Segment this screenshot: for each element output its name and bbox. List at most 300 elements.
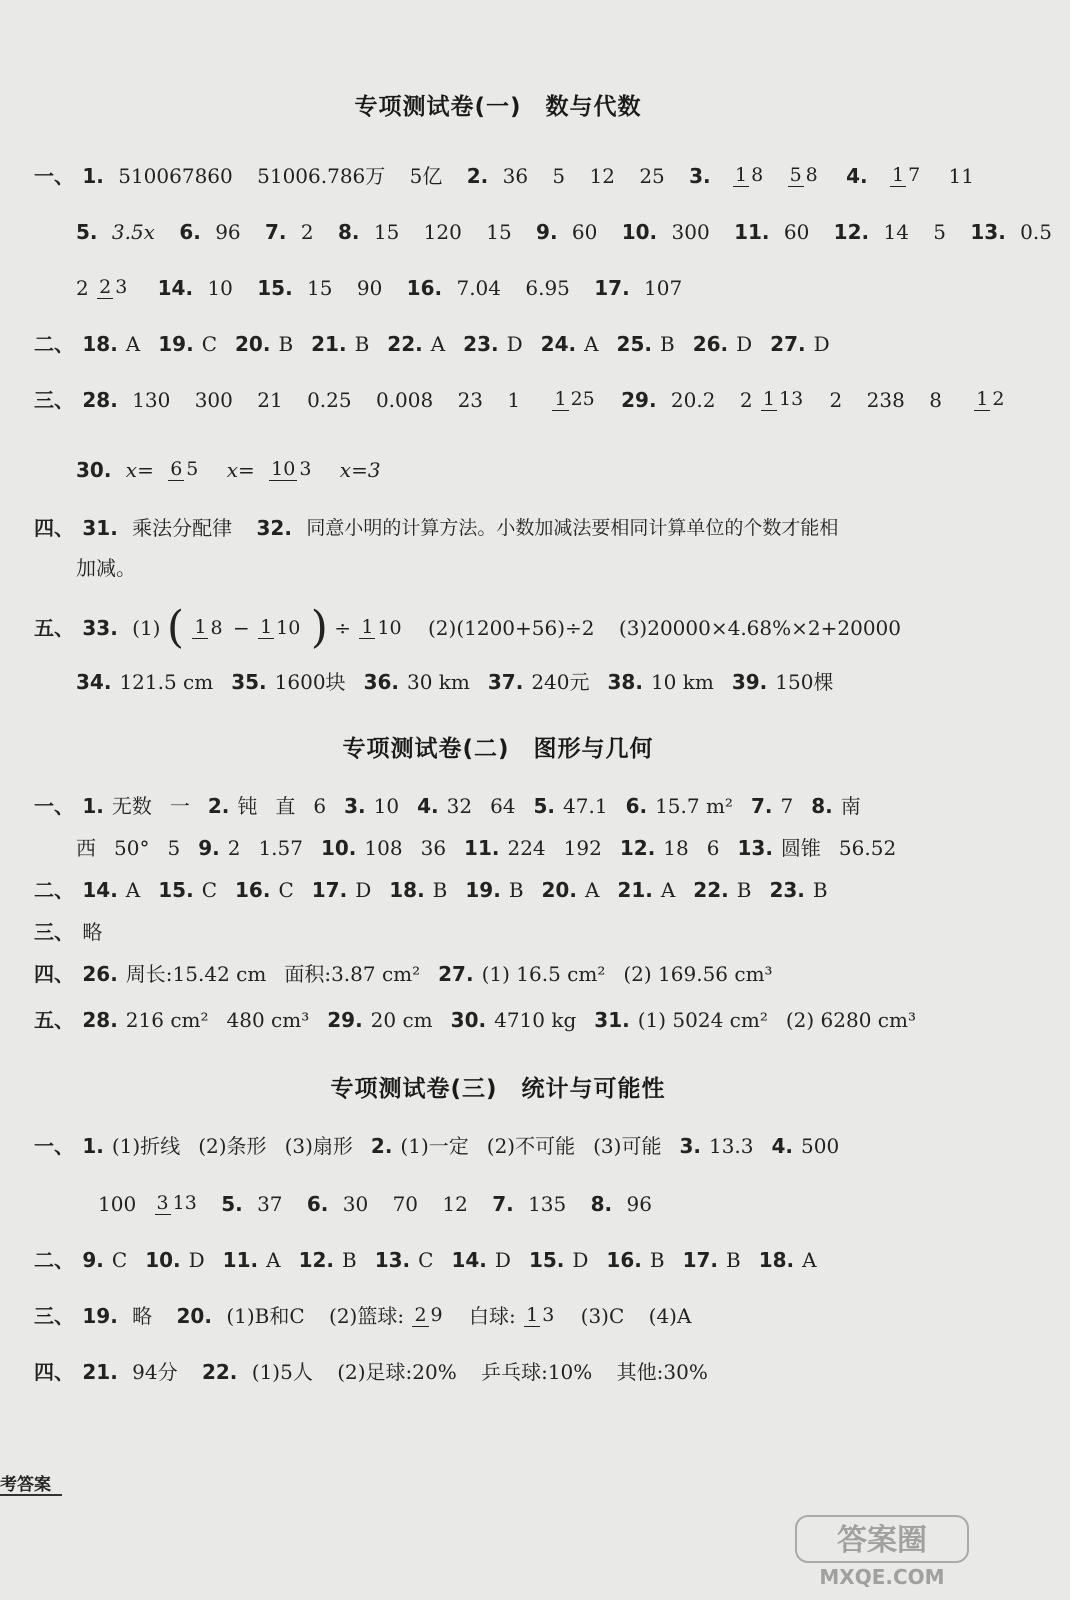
q-number: 12. bbox=[619, 836, 656, 861]
answer: (2)篮球: bbox=[329, 1303, 405, 1328]
q-number: 30. bbox=[76, 457, 112, 482]
answer: (2)(1200+56)÷2 bbox=[428, 616, 595, 640]
answer: 224 bbox=[507, 836, 546, 861]
q-number: 15. bbox=[528, 1248, 565, 1273]
q-number: 3. bbox=[689, 163, 711, 188]
t1-line-7 bbox=[34, 512, 976, 542]
q-number: 17. bbox=[594, 275, 630, 300]
title-test-2: 专项测试卷(二) 图形与几何 bbox=[342, 736, 654, 762]
answer: 12 bbox=[589, 163, 615, 188]
answer: 192 bbox=[563, 836, 602, 861]
answer: 直 bbox=[275, 794, 296, 819]
answer: (2)足球:20% bbox=[337, 1359, 457, 1384]
q-number: 4. bbox=[771, 1134, 794, 1159]
q-number: 16. bbox=[406, 275, 443, 300]
q-number: 31. bbox=[594, 1008, 630, 1033]
fraction: 3 13 bbox=[156, 1191, 197, 1214]
q-number: 7. bbox=[492, 1191, 514, 1216]
answer: 20.2 bbox=[670, 387, 716, 412]
t3-line-2 bbox=[98, 1188, 976, 1218]
q-number: 14. bbox=[82, 878, 118, 903]
q-number: 4. bbox=[846, 163, 868, 188]
t1-line-8 bbox=[76, 552, 976, 582]
fraction: 1 10 bbox=[361, 616, 402, 639]
fraction: 2 3 bbox=[99, 275, 128, 298]
answer-row bbox=[82, 791, 878, 821]
answer: 480 cm³ bbox=[226, 1008, 310, 1033]
answer: 15 bbox=[373, 219, 400, 244]
q-number: 36. bbox=[363, 670, 399, 695]
answer: 2 bbox=[300, 219, 314, 244]
answer: A bbox=[125, 332, 141, 357]
answer: 300 bbox=[194, 387, 233, 412]
q-number: 7. bbox=[750, 794, 773, 819]
t2-line-1 bbox=[34, 790, 976, 820]
q-number: 34. bbox=[76, 670, 112, 695]
answer: D bbox=[355, 878, 372, 903]
answer: (2)条形 bbox=[198, 1134, 267, 1159]
answer: 0.008 bbox=[375, 387, 434, 412]
answer: D bbox=[736, 332, 753, 357]
q-number: 20. bbox=[541, 878, 577, 903]
q-number: 9. bbox=[82, 1248, 104, 1273]
answer: 乘法分配律 bbox=[132, 515, 233, 540]
title-test-1: 专项测试卷(一) 数与代数 bbox=[354, 94, 642, 120]
answer: 120 bbox=[423, 219, 462, 244]
t1-line-1 bbox=[34, 160, 976, 190]
answer: 47.1 bbox=[563, 794, 608, 819]
operator: − bbox=[232, 616, 250, 640]
q-number: 1. bbox=[82, 794, 104, 819]
answer: 50° bbox=[114, 836, 150, 861]
answer: (1)B和C bbox=[226, 1303, 305, 1328]
section-label: 一、 bbox=[34, 163, 74, 188]
t1-line-10 bbox=[76, 666, 976, 696]
answer: 64 bbox=[490, 794, 516, 819]
q-number: 5. bbox=[76, 219, 98, 244]
answer: A bbox=[660, 878, 676, 903]
q-number: 30. bbox=[450, 1008, 487, 1033]
answer: D bbox=[506, 332, 523, 357]
t2-line-6 bbox=[34, 1004, 976, 1034]
answer: 周长:15.42 cm bbox=[125, 962, 267, 987]
answer: A bbox=[584, 878, 600, 903]
answer: C bbox=[201, 332, 217, 357]
answer-row bbox=[76, 667, 851, 697]
q-number: 5. bbox=[221, 1191, 243, 1216]
answer: B bbox=[432, 878, 448, 903]
answer: 500 bbox=[801, 1134, 840, 1159]
fraction: 10 3 bbox=[271, 457, 312, 480]
answer: B bbox=[736, 878, 752, 903]
q-number: 6. bbox=[306, 1191, 329, 1216]
answer: 108 bbox=[364, 836, 403, 861]
q-number: 13. bbox=[970, 219, 1006, 244]
answer: (2)不可能 bbox=[486, 1134, 576, 1159]
q-number: 2. bbox=[466, 163, 489, 188]
answer-row bbox=[76, 833, 914, 863]
answer-row bbox=[82, 1245, 834, 1275]
answer-row bbox=[82, 959, 790, 989]
answer: 121.5 cm bbox=[119, 670, 214, 695]
q-number: 8. bbox=[590, 1191, 613, 1216]
answer: B bbox=[508, 878, 524, 903]
answer: 107 bbox=[644, 275, 683, 300]
answer: 0.5 bbox=[1020, 219, 1052, 244]
answer: (1)折线 bbox=[111, 1134, 181, 1159]
answer: 36 bbox=[502, 163, 529, 188]
fraction: 1 10 bbox=[260, 616, 301, 639]
q-number: 35. bbox=[231, 670, 267, 695]
watermark-url: MXQE.COM bbox=[819, 1565, 945, 1589]
answer: 36 bbox=[420, 836, 447, 861]
answer: 14 bbox=[883, 219, 909, 244]
answer: B bbox=[812, 878, 828, 903]
t1-line-9 bbox=[34, 602, 976, 653]
answer-row bbox=[82, 1005, 934, 1035]
section-label: 四、 bbox=[34, 515, 74, 540]
answer: 20 cm bbox=[370, 1008, 433, 1033]
q-number: 26. bbox=[82, 962, 118, 987]
answer: 略 bbox=[82, 919, 103, 944]
q-number: 17. bbox=[311, 878, 348, 903]
footer-rule bbox=[0, 1494, 62, 1496]
answer: 12 bbox=[442, 1191, 468, 1216]
answer: B bbox=[342, 1248, 357, 1273]
answer: (4)A bbox=[648, 1303, 692, 1328]
q-number: 25. bbox=[616, 332, 652, 357]
answer: x= bbox=[226, 457, 255, 482]
q-number: 23. bbox=[463, 332, 499, 357]
answer: 1.57 bbox=[258, 836, 303, 861]
answer: 10 bbox=[207, 275, 233, 300]
q-number: 8. bbox=[811, 794, 833, 819]
answer: 11 bbox=[948, 163, 974, 188]
q-number: 15. bbox=[257, 275, 293, 300]
answer: B bbox=[278, 332, 294, 357]
q-number: 37. bbox=[487, 670, 524, 695]
operator: ÷ bbox=[334, 616, 351, 640]
answer: 0.25 bbox=[307, 387, 352, 412]
q-number: 23. bbox=[769, 878, 805, 903]
answer: 21 bbox=[257, 387, 283, 412]
q-number: 39. bbox=[731, 670, 768, 695]
answer: 无数 bbox=[111, 794, 152, 819]
fraction: 1 2 bbox=[976, 387, 1005, 410]
section-label: 一、 bbox=[34, 793, 74, 818]
answer: D bbox=[572, 1248, 589, 1273]
answer: B bbox=[649, 1248, 665, 1273]
answer: C bbox=[111, 1248, 128, 1273]
whole-part: 2 bbox=[739, 387, 753, 412]
answer: 圆锥 bbox=[780, 836, 821, 861]
answer: (3)扇形 bbox=[284, 1134, 353, 1159]
t1-line-5 bbox=[34, 384, 1005, 414]
t3-line-1 bbox=[34, 1130, 976, 1160]
section-label: 一、 bbox=[34, 1133, 74, 1158]
footer-label: 考答案 bbox=[0, 1475, 51, 1495]
q-number: 20. bbox=[176, 1303, 212, 1328]
answer: 240元 bbox=[531, 670, 590, 695]
q-number: 33. bbox=[82, 616, 118, 640]
answer: (2) 6280 cm³ bbox=[785, 1008, 916, 1033]
t2-line-3 bbox=[34, 874, 976, 904]
answer-row bbox=[82, 1131, 857, 1161]
t1-line-2 bbox=[76, 216, 1052, 246]
whole-part: 2 bbox=[76, 275, 89, 300]
q-number: 18. bbox=[82, 332, 118, 357]
answer-row bbox=[82, 875, 845, 905]
answer: C bbox=[201, 878, 217, 903]
q-number: 3. bbox=[344, 794, 366, 819]
q-number: 12. bbox=[833, 219, 870, 244]
answer: (1) 5024 cm² bbox=[637, 1008, 768, 1033]
answer: 150棵 bbox=[775, 670, 834, 695]
answer: 15 bbox=[307, 275, 333, 300]
answer: 300 bbox=[671, 219, 710, 244]
q-number: 11. bbox=[464, 836, 500, 861]
answer: 32 bbox=[446, 794, 473, 819]
answer: 30 bbox=[342, 1191, 369, 1216]
fraction: 1 8 bbox=[735, 163, 764, 186]
q-number: 14. bbox=[451, 1248, 487, 1273]
q-number: 6. bbox=[179, 219, 201, 244]
t2-line-2 bbox=[76, 832, 976, 862]
answer: 10 km bbox=[650, 670, 714, 695]
t3-line-3 bbox=[34, 1244, 976, 1274]
q-number: 29. bbox=[621, 387, 657, 412]
t1-line-4 bbox=[34, 328, 976, 358]
answer: x=3 bbox=[339, 457, 381, 482]
q-number: 29. bbox=[327, 1008, 363, 1033]
answer: 96 bbox=[626, 1191, 652, 1216]
answer: 130 bbox=[132, 387, 171, 412]
section-label: 五、 bbox=[34, 1007, 74, 1032]
answer: 15.7 m² bbox=[655, 794, 733, 819]
answer: 西 bbox=[76, 836, 96, 861]
q-number: 27. bbox=[770, 332, 806, 357]
q-number: 9. bbox=[198, 836, 220, 861]
q-number: 2. bbox=[207, 794, 230, 819]
answer: 100 bbox=[98, 1191, 137, 1216]
answer: 216 cm² bbox=[125, 1008, 209, 1033]
answer: 5 bbox=[552, 163, 566, 188]
answer: 18 bbox=[663, 836, 689, 861]
section-label: 二、 bbox=[34, 331, 74, 356]
fraction: 1 8 bbox=[194, 616, 223, 639]
q-number: 21. bbox=[311, 332, 347, 357]
answer: 1600块 bbox=[274, 670, 346, 695]
answer: (1) bbox=[132, 616, 161, 640]
q-number: 17. bbox=[682, 1248, 718, 1273]
q-number: 10. bbox=[320, 836, 357, 861]
q-number: 27. bbox=[438, 962, 474, 987]
q-number: 13. bbox=[737, 836, 773, 861]
answer: A bbox=[584, 332, 599, 357]
t1-line-6 bbox=[76, 454, 976, 484]
answer: D bbox=[188, 1248, 205, 1273]
q-number: 28. bbox=[82, 1008, 118, 1033]
left-paren: ( bbox=[166, 602, 185, 653]
q-number: 21. bbox=[82, 1359, 118, 1384]
answer: (1)一定 bbox=[400, 1134, 469, 1159]
answer: (3)可能 bbox=[593, 1134, 662, 1159]
answer: 钝 bbox=[237, 794, 258, 819]
answer: 30 km bbox=[407, 670, 470, 695]
fraction: 1 25 bbox=[554, 387, 595, 410]
answer: 加减。 bbox=[76, 555, 136, 580]
answer: 5 bbox=[933, 219, 947, 244]
answer: A bbox=[125, 878, 141, 903]
answer: 1 bbox=[507, 387, 521, 412]
q-number: 22. bbox=[387, 332, 423, 357]
t3-line-5 bbox=[34, 1356, 976, 1386]
answer: 25 bbox=[639, 163, 665, 188]
answer: 8 bbox=[929, 387, 942, 412]
t3-line-4 bbox=[34, 1300, 976, 1330]
q-number: 19. bbox=[82, 1303, 118, 1328]
answer: D bbox=[813, 332, 830, 357]
answer: 面积:3.87 cm² bbox=[284, 962, 421, 987]
q-number: 21. bbox=[617, 878, 653, 903]
answer: 15 bbox=[486, 219, 512, 244]
answer: 60 bbox=[571, 219, 598, 244]
fraction: 1 7 bbox=[891, 163, 921, 186]
fraction: 5 8 bbox=[789, 163, 818, 186]
answer: 94分 bbox=[132, 1359, 178, 1384]
q-number: 9. bbox=[536, 219, 558, 244]
answer: C bbox=[418, 1248, 434, 1273]
answer: 60 bbox=[783, 219, 810, 244]
answer: 4710 kg bbox=[494, 1008, 577, 1033]
q-number: 18. bbox=[389, 878, 425, 903]
answer: 其他:30% bbox=[616, 1359, 708, 1384]
answer: 7 bbox=[780, 794, 794, 819]
q-number: 4. bbox=[417, 794, 439, 819]
answer: B bbox=[354, 332, 370, 357]
section-label: 四、 bbox=[34, 961, 74, 986]
answer: 37 bbox=[257, 1191, 283, 1216]
answer: 6 bbox=[313, 794, 327, 819]
q-number: 32. bbox=[256, 515, 292, 540]
q-number: 11. bbox=[734, 219, 770, 244]
answer: 510067860 bbox=[118, 163, 233, 188]
q-number: 24. bbox=[540, 332, 577, 357]
q-number: 19. bbox=[465, 878, 501, 903]
answer: B bbox=[659, 332, 675, 357]
t1-line-3 bbox=[76, 272, 976, 302]
q-number: 38. bbox=[607, 670, 643, 695]
section-label: 五、 bbox=[34, 616, 74, 640]
q-number: 2. bbox=[370, 1134, 393, 1159]
t2-line-5 bbox=[34, 958, 976, 988]
answer: 一 bbox=[169, 794, 190, 819]
section-label: 三、 bbox=[34, 387, 74, 412]
answer: D bbox=[494, 1248, 511, 1273]
answer: 2 bbox=[227, 836, 241, 861]
answer: 7.04 bbox=[456, 275, 501, 300]
q-number: 6. bbox=[625, 794, 648, 819]
answer: 51006.786万 bbox=[257, 163, 386, 188]
section-label: 三、 bbox=[34, 1303, 74, 1328]
answer: 10 bbox=[373, 794, 400, 819]
answer: (3)C bbox=[580, 1303, 625, 1328]
answer: B bbox=[726, 1248, 741, 1273]
answer: 238 bbox=[866, 387, 905, 412]
answer: 同意小明的计算方法。小数加减法要相同计算单位的个数才能相 bbox=[306, 516, 839, 539]
answer: A bbox=[802, 1248, 817, 1273]
answer: 6.95 bbox=[525, 275, 570, 300]
q-number: 5. bbox=[533, 794, 556, 819]
answer: 3.5x bbox=[111, 219, 155, 244]
q-number: 8. bbox=[337, 219, 360, 244]
right-paren: ) bbox=[310, 602, 328, 653]
watermark-logo bbox=[792, 1512, 972, 1592]
fraction: 1 3 bbox=[526, 1303, 555, 1326]
q-number: 13. bbox=[374, 1248, 411, 1273]
fraction: 1 13 bbox=[762, 387, 804, 410]
q-number: 1. bbox=[82, 1134, 104, 1159]
answer: 6 bbox=[706, 836, 720, 861]
answer: 2 bbox=[829, 387, 843, 412]
q-number: 18. bbox=[758, 1248, 795, 1273]
q-number: 3. bbox=[679, 1134, 701, 1159]
watermark-text: 答案圈 bbox=[837, 1523, 927, 1558]
q-number: 10. bbox=[145, 1248, 181, 1273]
section-label: 二、 bbox=[34, 877, 74, 902]
title-test-3: 专项测试卷(三) 统计与可能性 bbox=[330, 1076, 666, 1102]
answer: A bbox=[430, 332, 446, 357]
answer: 90 bbox=[356, 275, 383, 300]
answer: (3)20000×4.68%×2+20000 bbox=[618, 616, 901, 640]
q-number: 28. bbox=[82, 387, 118, 412]
answer: 135 bbox=[528, 1191, 567, 1216]
q-number: 20. bbox=[235, 332, 271, 357]
answer: 乒乓球:10% bbox=[481, 1359, 593, 1384]
q-number: 22. bbox=[693, 878, 729, 903]
q-number: 10. bbox=[621, 219, 658, 244]
t2-line-4 bbox=[34, 916, 976, 946]
q-number: 14. bbox=[157, 275, 194, 300]
answer: 略 bbox=[132, 1303, 153, 1328]
section-label: 二、 bbox=[34, 1247, 74, 1272]
q-number: 15. bbox=[158, 878, 194, 903]
answer: A bbox=[266, 1248, 281, 1273]
answer: 5亿 bbox=[409, 163, 443, 188]
section-label: 三、 bbox=[34, 919, 74, 944]
answer: 56.52 bbox=[838, 836, 897, 861]
q-number: 11. bbox=[222, 1248, 259, 1273]
answer: (1)5人 bbox=[251, 1359, 313, 1384]
answer: 96 bbox=[215, 219, 241, 244]
q-number: 7. bbox=[265, 219, 287, 244]
answer: 23 bbox=[457, 387, 484, 412]
q-number: 26. bbox=[692, 332, 729, 357]
fraction: 6 5 bbox=[170, 457, 199, 480]
q-number: 12. bbox=[298, 1248, 334, 1273]
answer: (2) 169.56 cm³ bbox=[623, 962, 773, 987]
answer: (1) 16.5 cm² bbox=[481, 962, 606, 987]
q-number: 31. bbox=[82, 515, 118, 540]
section-label: 四、 bbox=[34, 1359, 74, 1384]
answer: 南 bbox=[840, 794, 861, 819]
answer: C bbox=[278, 878, 294, 903]
q-number: 19. bbox=[158, 332, 194, 357]
answer: 13.3 bbox=[708, 1134, 754, 1159]
q-number: 16. bbox=[606, 1248, 642, 1273]
answer: 5 bbox=[167, 836, 181, 861]
answer: 白球: bbox=[469, 1303, 516, 1328]
